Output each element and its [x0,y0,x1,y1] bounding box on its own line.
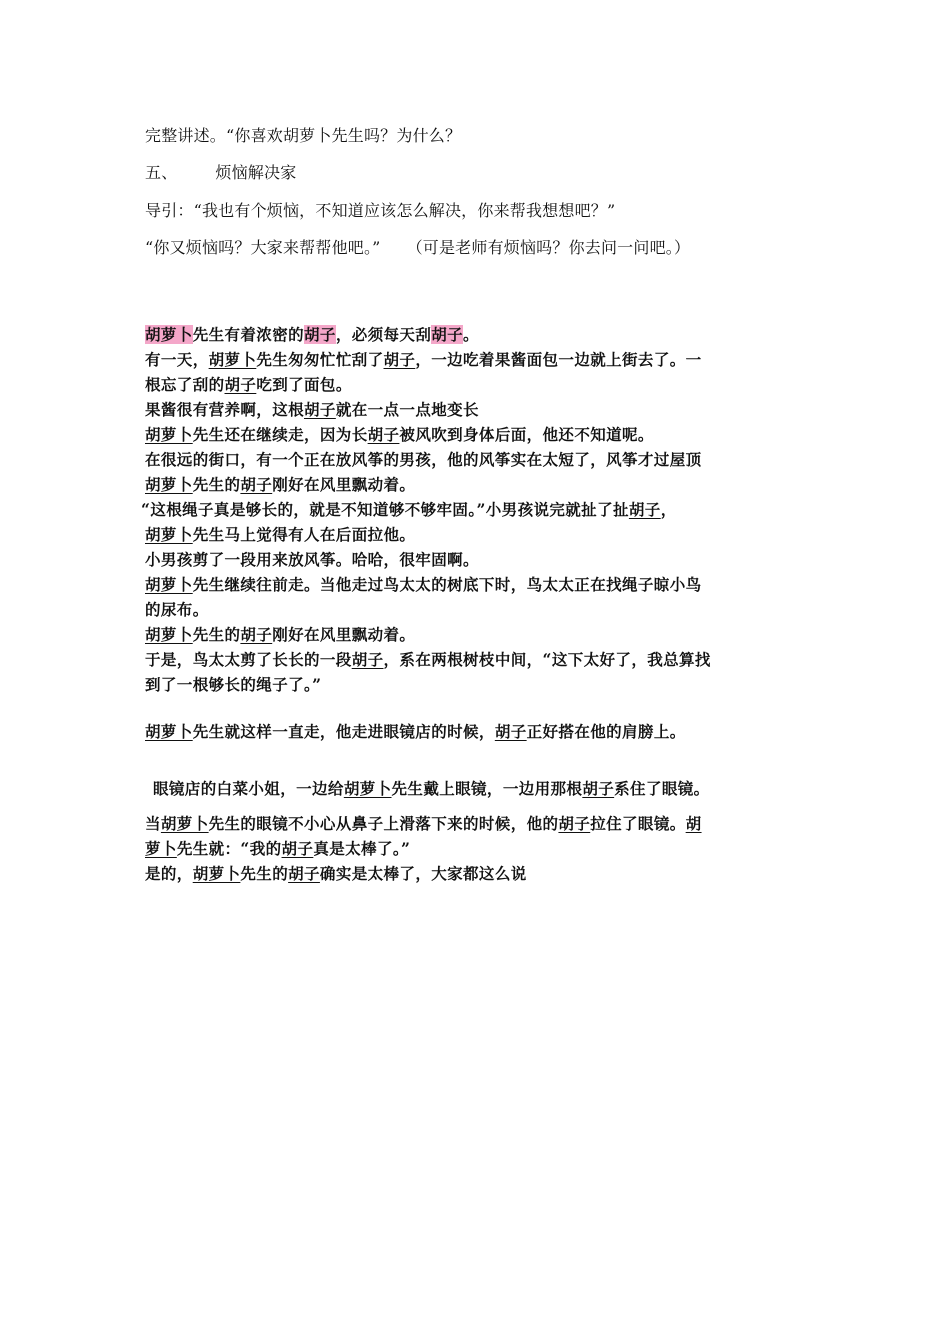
underlined-mr-part: 胡 [685,814,702,833]
underlined-mr: 胡萝卜 [160,814,209,833]
underlined-mr: 胡萝卜 [145,625,193,644]
story-line: 胡萝卜先生的胡子刚好在风里飘动着。 [145,475,416,494]
intro-line-4 [145,236,690,260]
story-line: 胡萝卜先生有着浓密的胡子，必须每天刮胡子。 [145,325,479,344]
underlined-beard: 胡子 [288,864,320,883]
section-title: 烦恼解决家 [215,163,297,182]
underlined-beard: 胡子 [558,814,591,833]
underlined-beard: 胡子 [494,722,527,741]
story-line: 的尿布。 [145,600,209,619]
underlined-beard: 胡子 [240,475,273,494]
story-line: 胡萝卜先生的胡子刚好在风里飘动着。 [145,625,416,644]
intro-text: “你又烦恼吗？大家来帮帮他吧。” [145,238,381,257]
intro-text: 完整讲述。“你喜欢胡萝卜先生吗？为什么？ [145,126,462,145]
underlined-mr: 胡萝卜 [145,425,193,444]
underlined-beard: 胡子 [304,400,336,419]
underlined-mr: 胡萝卜 [208,350,257,369]
underlined-beard: 胡子 [281,839,314,858]
intro-text: 导引：“我也有个烦恼，不知道应该怎么解决，你来帮我想想吧？” [145,201,616,220]
story-line: 小男孩剪了一段用来放风筝。哈哈，很牢固啊。 [145,550,479,569]
section-heading [145,161,296,185]
story-line: 胡萝卜先生就这样一直走，他走进眼镜店的时候，胡子正好搭在他的肩膀上。 [145,722,686,741]
story-line: 是的，胡萝卜先生的胡子确实是太棒了，大家都这么说 [145,864,527,883]
story-line: 眼镜店的白菜小姐，一边给胡萝卜先生戴上眼镜，一边用那根胡子系住了眼镜。 [153,779,710,798]
underlined-mr: 胡萝卜 [145,525,193,544]
story-line: 到了一根够长的绳子了。” [145,675,322,694]
story-line: 胡萝卜先生继续往前走。当他走过鸟太太的树底下时，鸟太太正在找绳子晾小鸟 [145,575,702,594]
highlight-mr: 胡萝卜 [145,325,193,344]
section-number: 五、 [145,163,178,182]
story-line: “这根绳子真是够长的，就是不知道够不够牢固。”小男孩说完就扯了扯胡子， [141,500,677,519]
story-line: 胡萝卜先生还在继续走，因为长胡子被风吹到身体后面，他还不知道呢。 [145,425,654,444]
intro-aside: （可是老师有烦恼吗？你去问一问吧。） [406,238,691,257]
story-line: 有一天，胡萝卜先生匆匆忙忙刮了胡子，一边吃着果酱面包一边就上街去了。一 [145,350,702,369]
underlined-beard: 胡子 [628,500,661,519]
story-line: 根忘了刮的胡子吃到了面包。 [145,375,352,394]
story-line: 胡萝卜先生马上觉得有人在后面拉他。 [145,525,416,544]
underlined-mr-part: 萝卜 [145,839,177,858]
underlined-beard: 胡子 [367,425,400,444]
underlined-beard: 胡子 [224,375,257,394]
underlined-beard: 胡子 [582,779,615,798]
underlined-mr: 胡萝卜 [145,575,193,594]
underlined-mr: 胡萝卜 [343,779,392,798]
underlined-mr: 胡萝卜 [192,864,241,883]
story-line: 在很远的街口，有一个正在放风筝的男孩，他的风筝实在太短了，风筝才过屋顶 [145,450,702,469]
intro-line-3 [145,199,615,223]
underlined-beard: 胡子 [383,350,416,369]
story-line: 萝卜先生就：“我的胡子真是太棒了。” [145,839,411,858]
intro-line-1 [145,124,461,148]
underlined-beard: 胡子 [351,650,384,669]
highlight-beard: 胡子 [431,325,464,344]
story-line: 当胡萝卜先生的眼镜不小心从鼻子上滑落下来的时候，他的胡子拉住了眼镜。胡 [145,814,702,833]
underlined-beard: 胡子 [240,625,273,644]
highlight-beard: 胡子 [304,325,336,344]
underlined-mr: 胡萝卜 [145,475,193,494]
story-line: 于是，鸟太太剪了长长的一段胡子，系在两根树枝中间，“这下太好了，我总算找 [145,650,711,669]
underlined-mr: 胡萝卜 [145,722,193,741]
story-line: 果酱很有营养啊，这根胡子就在一点一点地变长 [145,400,479,419]
